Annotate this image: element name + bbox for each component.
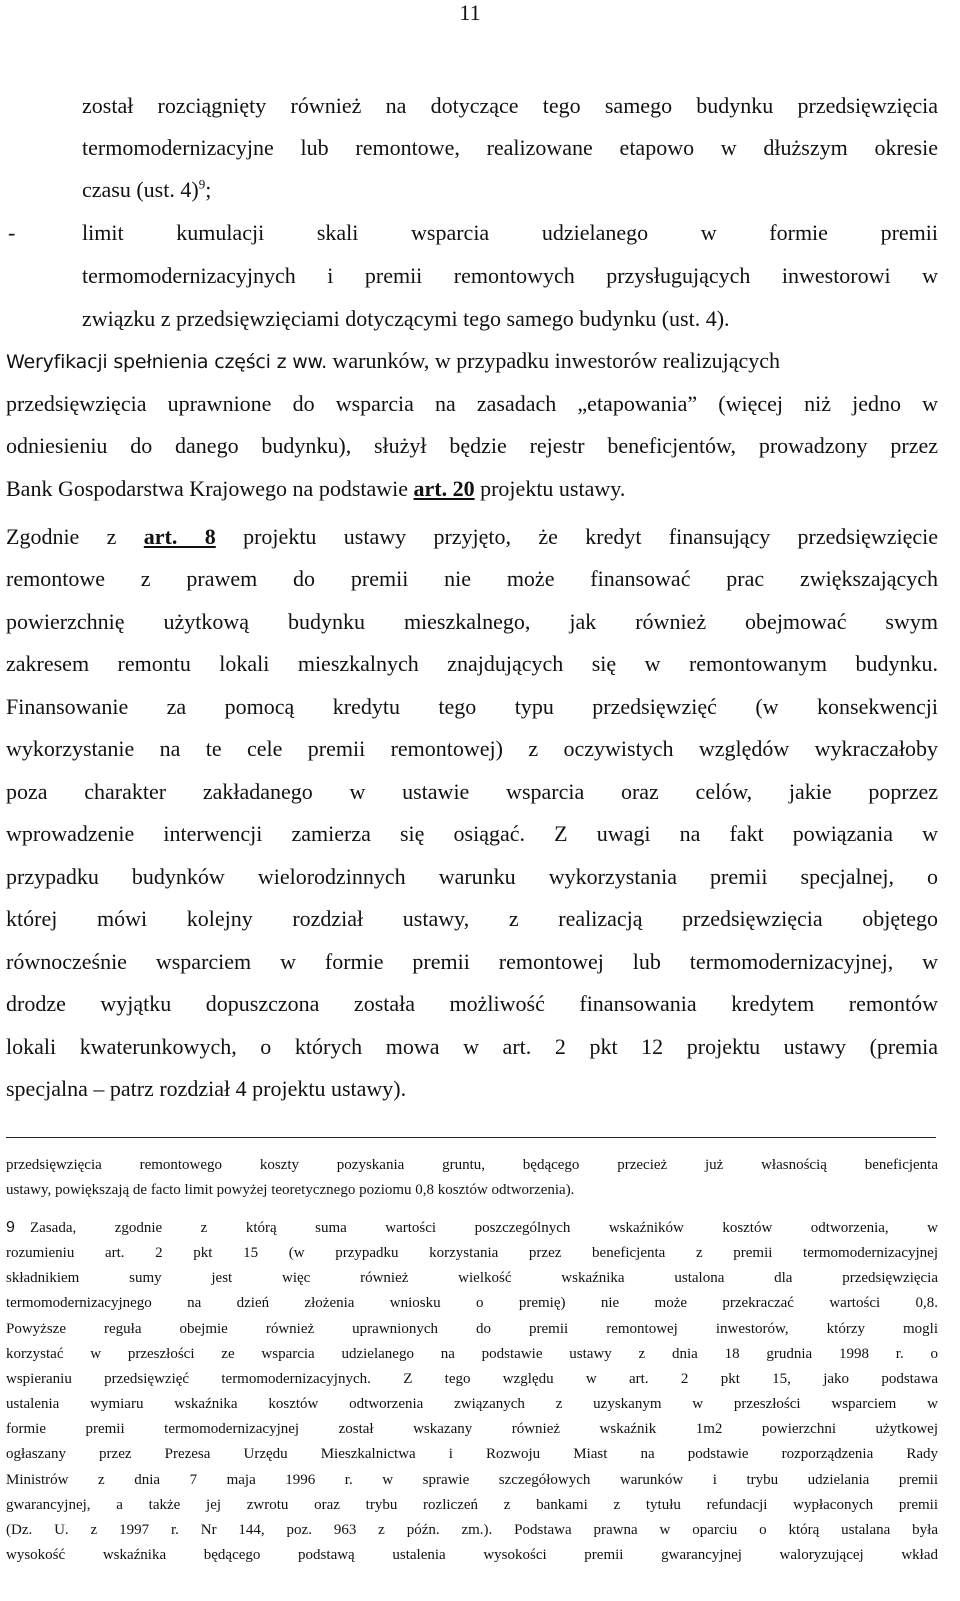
footnote-line: termomodernizacyjnego na dzień złożenia wniosku o premię) nie może przekraczać wartości 0,8. bbox=[6, 1295, 938, 1311]
body-line: której mówi kolejny rozdział ustawy, z realizacją przedsięwzięcia objętego bbox=[6, 906, 938, 931]
footnote-9-mark: 9 bbox=[6, 1219, 15, 1236]
footnote-line: ogłaszany przez Prezesa Urzędu Mieszkalnictwa i Rozwoju Miast na podstawie rozporządzenia Rady bbox=[6, 1446, 938, 1462]
body-line: czasu (ust. 4)$^9$; bbox=[82, 176, 212, 202]
body-line: termomodernizacyjne lub remontowe, realizowane etapowo w dłuższym okresie bbox=[82, 135, 938, 160]
footnote-line: przedsięwzięcia remontowego koszty pozyskania gruntu, będącego przecież już własnością beneficjenta bbox=[6, 1157, 938, 1173]
body-line: zakresem remontu lokali mieszkalnych znajdujących się w remontowanym budynku. bbox=[6, 651, 938, 676]
footnote-line: Powyższe reguła obejmie również uprawnionych do premii remontowej inwestorów, którzy mogli bbox=[6, 1321, 938, 1337]
footnote-line: wysokość wskaźnika będącego podstawą ustalenia wysokości premii gwarancyjnej waloryzującej wkład bbox=[6, 1547, 938, 1563]
body-line: poza charakter zakładanego w ustawie wsparcia oraz celów, jakie poprzez bbox=[6, 779, 938, 804]
footnote-line: wspieraniu przedsięwzięć termomodernizacyjnych. Z tego względu w art. 2 pkt 15, jako podstawa bbox=[6, 1371, 938, 1387]
article-link-20[interactable]: art. 20 bbox=[413, 476, 475, 501]
body-line: lokali kwaterunkowych, o których mowa w art. 2 pkt 12 projektu ustawy (premia bbox=[6, 1034, 938, 1059]
body-line: remontowe z prawem do premii nie może finansować prac zwiększających bbox=[6, 566, 938, 591]
body-line: drodze wyjątku dopuszczona została możliwość finansowania kredytem remontów bbox=[6, 991, 938, 1016]
body-line: Zgodnie z art. 8 projektu ustawy przyjęto, że kredyt finansujący przedsięwzięcie bbox=[6, 524, 939, 549]
footnote-line: ustalenia wymiaru wskaźnika kosztów odtworzenia związanych z uzyskanym w przeszłości wsparciem w bbox=[6, 1396, 938, 1412]
footnote-separator bbox=[6, 1137, 936, 1138]
body-line: równocześnie wsparciem w formie premii remontowej lub termomodernizacyjnej, w bbox=[6, 949, 938, 974]
article-link-8[interactable]: art. 8 bbox=[143, 524, 216, 549]
body-line: Bank Gospodarstwa Krajowego na podstawie art. 20 projektu ustawy. bbox=[6, 476, 626, 501]
body-line: przypadku budynków wielorodzinnych warunku wykorzystania premii specjalnej, o bbox=[6, 864, 938, 889]
body-line: specjalna – patrz rozdział 4 projektu ustawy). bbox=[6, 1076, 407, 1101]
footnote-line: gwarancyjnej, a także jej zwrotu oraz trybu rozliczeń z bankami z tytułu refundacji wypłaconych premii bbox=[6, 1497, 938, 1513]
footnote-line: formie premii termomodernizacyjnej został wskazany również wskaźnik 1m2 powierzchni użytkowej bbox=[6, 1421, 938, 1437]
footnote-line: ustawy, powiększają de facto limit powyżej teoretycznego poziomu 0,8 kosztów odtworzenia). bbox=[6, 1182, 575, 1198]
body-line: został rozciągnięty również na dotyczące tego samego budynku przedsięwzięcia bbox=[82, 93, 938, 118]
body-line: wprowadzenie interwencji zamierza się osiągać. Z uwagi na fakt powiązania w bbox=[6, 821, 938, 846]
footnote-line: Zasada, zgodnie z którą suma wartości poszczególnych wskaźników kosztów odtworzenia, w bbox=[30, 1220, 938, 1236]
footnote-line: rozumieniu art. 2 pkt 15 (w przypadku korzystania przez beneficjenta z premii termomodernizacyjnej bbox=[6, 1245, 938, 1261]
body-line: wykorzystanie na te cele premii remontowej) z oczywistych względów wykraczałoby bbox=[6, 736, 938, 761]
body-line: przedsięwzięcia uprawnione do wsparcia na zasadach „etapowania” (więcej niż jedno w bbox=[6, 391, 938, 416]
body-line: odniesieniu do danego budynku), służył będzie rejestr beneficjentów, prowadzony przez bbox=[6, 433, 938, 458]
body-line: termomodernizacyjnych i premii remontowych przysługujących inwestorowi w bbox=[82, 263, 938, 288]
footnote-line: korzystać w przeszłości ze wsparcia udzielanego na podstawie ustawy z dnia 18 grudnia 1998 r. o bbox=[6, 1346, 938, 1362]
bullet-item: limit kumulacji skali wsparcia udzielanego w formie premii bbox=[82, 220, 938, 245]
body-line: Finansowanie za pomocą kredytu tego typu przedsięwzięć (w konsekwencji bbox=[6, 694, 938, 719]
bullet-dash: - bbox=[8, 220, 16, 245]
footnote-ref-9[interactable]: 9 bbox=[198, 176, 206, 192]
footnote-line: Ministrów z dnia 7 maja 1996 r. w sprawie szczegółowych warunków i trybu udzielania premii bbox=[6, 1472, 938, 1488]
footnote-line: (Dz. U. z 1997 r. Nr 144, poz. 963 z późn. zm.). Podstawa prawna w oparciu o którą ustalana była bbox=[6, 1522, 938, 1538]
body-line: powierzchnię użytkową budynku mieszkalnego, jak również obejmować swym bbox=[6, 609, 938, 634]
footnote-line: składnikiem sumy jest więc również wielkość wskaźnika ustalona dla przedsięwzięcia bbox=[6, 1270, 938, 1286]
page-number: 11 bbox=[459, 0, 481, 25]
body-line: Weryfikacji spełnienia części z ww. warunków, w przypadku inwestorów realizujących bbox=[6, 348, 781, 373]
body-line: związku z przedsięwzięciami dotyczącymi tego samego budynku (ust. 4). bbox=[82, 306, 730, 331]
